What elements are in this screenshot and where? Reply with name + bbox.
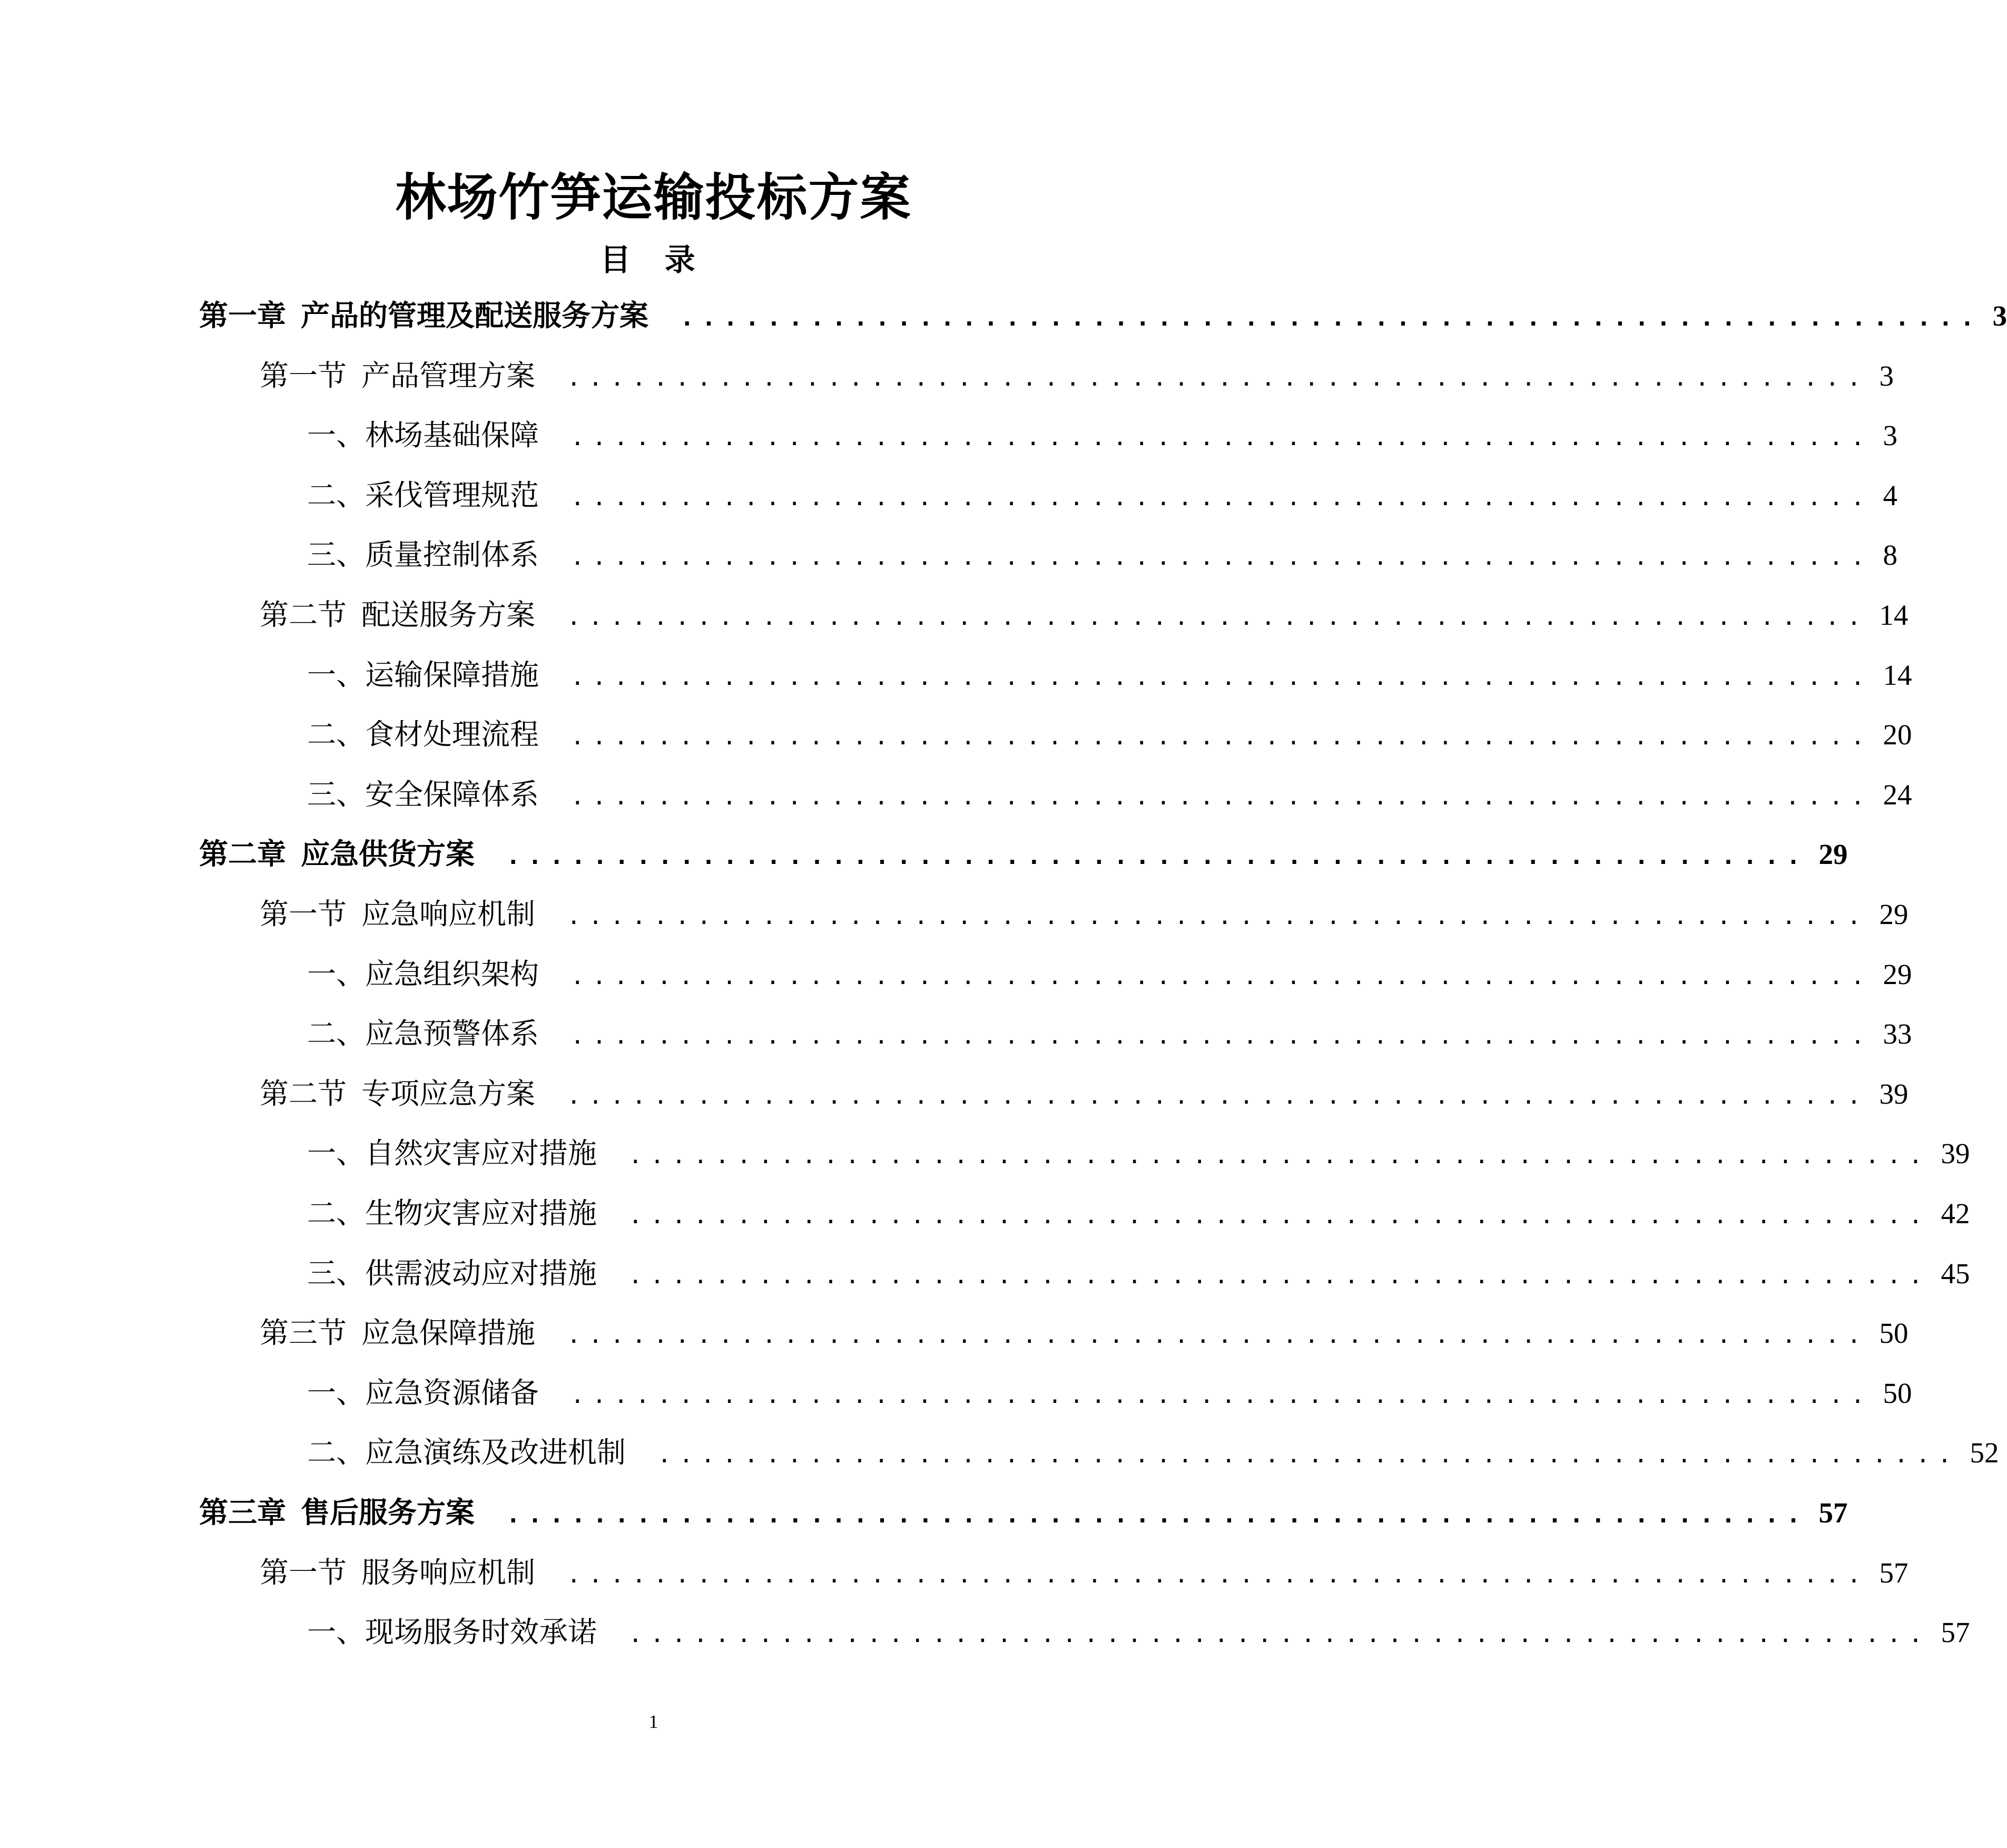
toc-entry-label [260, 346, 535, 406]
toc-entry[interactable] [307, 1004, 1912, 1064]
toc-entry[interactable] [307, 1363, 1912, 1423]
toc-entry[interactable] [307, 764, 1912, 824]
toc-page-number: 50 [1879, 1317, 1908, 1349]
toc-dot-leader: ............................................................ [570, 664, 1873, 691]
toc-entry[interactable] [199, 286, 2007, 346]
toc-entry[interactable] [307, 465, 1897, 525]
toc-dot-leader: ............................................................ [570, 544, 1873, 571]
toc-entry-label [260, 585, 535, 645]
toc-page-number: 3 [1879, 360, 1894, 392]
toc-dot-leader: ............................................................ [628, 1202, 1931, 1229]
toc-dot-leader: ............................................................ [628, 1621, 1931, 1648]
toc-entry-label [307, 465, 539, 525]
toc-dot-leader: ............................................................ [570, 484, 1873, 511]
toc-entry-text: 应急资源储备 [365, 1376, 539, 1410]
toc-entry-number: 一、 [307, 1136, 366, 1170]
toc-entry[interactable] [260, 346, 1894, 406]
toc-entry-number: 一、 [307, 1376, 366, 1410]
toc-entry-label [199, 286, 648, 346]
toc-entry[interactable] [260, 1542, 1908, 1603]
toc-entry-number: 一、 [307, 1615, 366, 1649]
toc-entry-text: 食材处理流程 [365, 717, 539, 751]
toc-dot-leader: ............................................................ [567, 1561, 1869, 1588]
toc-page-number: 52 [1970, 1437, 1999, 1469]
toc-entry[interactable] [307, 944, 1912, 1004]
toc-entry-label [199, 1482, 475, 1542]
toc-dot-leader: ............................................................ [680, 304, 1982, 331]
toc-entry[interactable] [307, 704, 1912, 764]
toc-page-number: 14 [1879, 599, 1908, 631]
toc-page-number: 29 [1818, 838, 1848, 870]
toc-entry-number: 一、 [307, 418, 366, 452]
toc-dot-leader: ............................................................ [567, 1322, 1869, 1349]
toc-page-number: 42 [1941, 1197, 1970, 1230]
toc-dot-leader: ............................................................ [570, 963, 1873, 990]
toc-entry-label [307, 1243, 597, 1303]
toc-dot-leader: ............................................................ [567, 365, 1869, 391]
toc-entry-label [307, 1422, 626, 1482]
toc-entry-number: 第一节 [260, 897, 347, 931]
toc-entry-number: 第二节 [260, 1077, 347, 1110]
toc-dot-leader: ............................................................ [628, 1142, 1931, 1169]
toc-entry-label [199, 824, 475, 884]
document-title: 林场竹笋运输投标方案 [395, 168, 912, 227]
toc-entry-text: 安全保障体系 [365, 778, 539, 811]
toc-entry-label [307, 645, 539, 705]
toc-entry[interactable] [307, 1243, 1970, 1303]
toc-entry-text: 生物灾害应对措施 [365, 1196, 597, 1230]
toc-entry-text: 服务响应机制 [361, 1556, 536, 1589]
toc-dot-leader: ............................................................ [570, 723, 1873, 750]
toc-entry-label [260, 884, 535, 944]
toc-entry[interactable] [307, 645, 1912, 705]
toc-entry-number: 二、 [307, 1017, 366, 1050]
toc-entry-label [307, 944, 539, 1004]
toc-entry-number: 第一节 [260, 359, 347, 392]
toc-entry-label [260, 1542, 535, 1603]
toc-entry-text: 售后服务方案 [301, 1495, 475, 1529]
toc-entry[interactable] [260, 1064, 1908, 1124]
toc-entry-text: 专项应急方案 [361, 1077, 536, 1110]
toc-entry-label [260, 1064, 535, 1124]
toc-entry[interactable] [260, 585, 1908, 645]
toc-page-number: 45 [1941, 1257, 1970, 1290]
toc-dot-leader: ............................................................ [657, 1441, 1960, 1468]
toc-entry-label [307, 764, 539, 824]
toc-entry[interactable] [260, 884, 1908, 944]
toc-page-number: 29 [1883, 958, 1912, 990]
toc-entry-text: 质量控制体系 [365, 538, 539, 572]
toc-entry-label [307, 1602, 597, 1662]
toc-entry-number: 第二章 [199, 837, 287, 871]
toc-entry-number: 一、 [307, 658, 366, 692]
toc-entry[interactable] [260, 1303, 1908, 1363]
toc-dot-leader: ............................................................ [570, 424, 1873, 451]
toc-entry[interactable] [307, 1602, 1970, 1662]
toc-entry-text: 应急演练及改进机制 [365, 1436, 626, 1469]
toc-page-number: 57 [1818, 1497, 1848, 1529]
toc-page-number: 8 [1883, 539, 1897, 571]
toc-entry[interactable] [199, 1482, 1848, 1542]
toc-page-number: 39 [1879, 1078, 1908, 1110]
toc-page-number: 39 [1941, 1137, 1970, 1169]
toc-page-number: 33 [1883, 1018, 1912, 1050]
toc-entry-number: 二、 [307, 717, 366, 751]
toc-entry-text: 供需波动应对措施 [365, 1256, 597, 1290]
toc-entry-label [260, 1303, 535, 1363]
toc-entry-text: 产品的管理及配送服务方案 [301, 298, 649, 332]
toc-dot-leader: ............................................................ [628, 1262, 1931, 1289]
toc-entry-text: 应急响应机制 [361, 897, 536, 931]
toc-entry-number: 二、 [307, 1196, 366, 1230]
toc-dot-leader: ............................................................ [567, 1083, 1869, 1109]
toc-entry-number: 一、 [307, 957, 366, 991]
toc-entry-text: 产品管理方案 [361, 359, 536, 392]
toc-entry-text: 自然灾害应对措施 [365, 1136, 597, 1170]
toc-entry-number: 三、 [307, 778, 366, 811]
toc-entry-text: 应急组织架构 [365, 957, 539, 991]
toc-page-number: 29 [1879, 898, 1908, 930]
toc-heading: 目 录 [600, 242, 707, 278]
toc-entry-text: 应急供货方案 [301, 837, 475, 871]
toc-dot-leader: ............................................................ [506, 1501, 1808, 1528]
toc-entry-number: 二、 [307, 478, 366, 512]
toc-dot-leader: ............................................................ [506, 843, 1808, 870]
toc-dot-leader: ............................................................ [570, 1382, 1873, 1409]
toc-entry-number: 第一章 [199, 298, 287, 332]
toc-entry-number: 第三章 [199, 1495, 287, 1529]
toc-page-number: 4 [1883, 479, 1897, 512]
toc-page-number: 14 [1883, 659, 1912, 691]
toc-dot-leader: ............................................................ [570, 1023, 1873, 1049]
toc-entry-label [307, 1363, 539, 1423]
toc-entry-number: 三、 [307, 538, 366, 572]
toc-entry-text: 运输保障措施 [365, 658, 539, 692]
toc-entry[interactable] [307, 1422, 1999, 1482]
toc-page-number: 3 [1992, 300, 2007, 332]
toc-entry-text: 应急预警体系 [365, 1017, 539, 1050]
toc-entry-number: 二、 [307, 1436, 366, 1469]
toc-entry-number: 第三节 [260, 1316, 347, 1350]
toc-entry[interactable] [199, 824, 1848, 884]
toc-page-number: 3 [1883, 419, 1897, 451]
toc-page-number: 57 [1879, 1557, 1908, 1589]
toc-dot-leader: ............................................................ [570, 783, 1873, 810]
toc-entry-label [307, 525, 539, 585]
toc-page-number: 50 [1883, 1377, 1912, 1409]
toc-dot-leader: ............................................................ [567, 604, 1869, 631]
toc-entry-label [307, 1004, 539, 1064]
toc-entry-label [307, 1183, 597, 1243]
toc-entry-number: 第二节 [260, 598, 347, 632]
toc-page-number: 20 [1883, 719, 1912, 751]
toc-dot-leader: ............................................................ [567, 903, 1869, 930]
toc-entry-number: 三、 [307, 1256, 366, 1290]
toc-page-number: 57 [1941, 1616, 1970, 1648]
toc-entry-label [307, 1123, 597, 1183]
page-number: 1 [648, 1711, 658, 1732]
toc-entry[interactable] [307, 1123, 1970, 1183]
toc-entry[interactable] [307, 1183, 1970, 1243]
toc-page-number: 24 [1883, 779, 1912, 811]
toc-entry[interactable] [307, 525, 1897, 585]
toc-entry-number: 第一节 [260, 1556, 347, 1589]
toc-entry-text: 应急保障措施 [361, 1316, 536, 1350]
toc-entry[interactable] [307, 405, 1897, 465]
toc-entry-text: 采伐管理规范 [365, 478, 539, 512]
toc-entry-label [307, 405, 539, 465]
toc-entry-label [307, 704, 539, 764]
toc-entry-text: 配送服务方案 [361, 598, 536, 632]
toc-entry-text: 林场基础保障 [365, 418, 539, 452]
toc-entry-text: 现场服务时效承诺 [365, 1615, 597, 1649]
